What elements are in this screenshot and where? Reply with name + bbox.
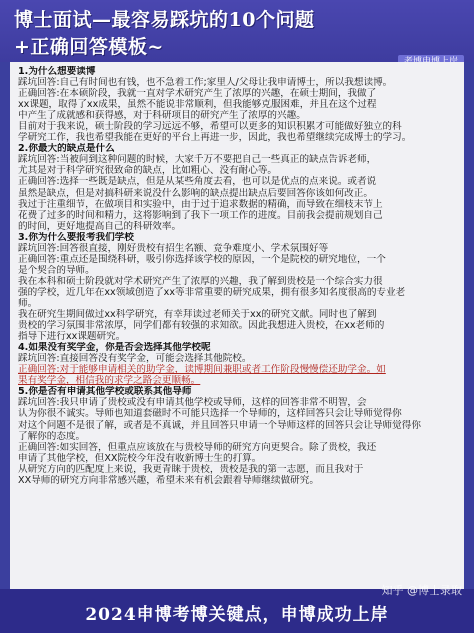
text-line: 正确回答:如实回答，但重点应该放在与贵校导师的研究方向更契合。除了贵校，我还: [18, 441, 377, 453]
question-heading: 5.你是否有申请其他学校或联系其他导师: [18, 386, 192, 398]
text-line: 踩坑回答:自己有时间也有钱，也不急着工作;家里人/父母让我申请博士，所以我想读博。: [18, 77, 393, 89]
text-line: 的时间，更好地提高自己的科研效率。: [18, 220, 182, 232]
page-title-line-2: +正确回答模板~: [14, 36, 164, 58]
text-line: 指导下进行xx课题研究。: [18, 331, 126, 343]
text-line: 贵校的学习氛围非常浓厚，同学们都有较强的求知欲。因此我想进入贵校，在xx老师的: [18, 320, 385, 332]
text-line: 正确回答:选择一些既是缺点，但是从某些角度去看，也可以是优点的点来说。或者说: [18, 176, 377, 188]
text-line: 师。: [18, 297, 38, 309]
text-line: 踩坑回答:我只申请了贵校或没有申请其他学校或导师，这样的回答非常不明智，会: [18, 397, 367, 409]
highlight-line: 正确回答:对于能够申请相关的助学金，读博期间兼职或者工作阶段慢慢偿还助学金。如: [18, 364, 386, 376]
question-heading: 3.你为什么要报考我们学校: [18, 231, 134, 243]
text-line: 从研究方向的匹配度上来说，我更青睐于贵校，贵校是我的第一志愿，而且我对于: [18, 463, 364, 475]
text-line: 对这个问题不是很了解，或者是不真诚，并且回答只申请一个导师这样的回答只会让导师觉得你: [18, 419, 421, 431]
footer-slogan: 2024申博考博关键点，申博成功上岸: [85, 605, 389, 625]
text-line: 中产生了成就感和获得感，对于科研项目的研究产生了浓厚的兴趣。: [18, 110, 306, 122]
text-line: 正确回答:重点还是围绕科研，吸引你选择该学校的原因，一个是院校的研究地位，一个: [18, 253, 386, 265]
text-line: 踩坑回答:当被问到这种问题的时候，大家千万不要把自己一些真正的缺点告诉老师，: [18, 154, 377, 166]
text-line: 是个契合的导师。: [18, 264, 95, 276]
text-line: 踩坑回答:直接回答没有奖学金，可能会选择其他院校。: [18, 353, 252, 365]
text-line: 花费了过多的时间和精力，这将影响到了我下一项工作的进度。目前我会提前规划自己: [18, 209, 383, 221]
text-line: 我过于注重细节，在做项目和实验中，由于过于追求数据的精确，而导致在细枝末节上: [18, 198, 383, 210]
highlight-line: 果有奖学金，相信我的求学之路会更顺畅。: [18, 375, 201, 387]
question-heading: 2.你最大的缺点是什么: [18, 143, 115, 155]
text-line: XX导师的研究方向非常感兴趣，希望未来有机会跟着导师继续做研究。: [18, 474, 319, 486]
text-line: 我在研究生期间做过xx科学研究，有幸拜读过老师关于xx的研究文献。同时也了解到: [18, 309, 377, 321]
watermark: [382, 582, 463, 598]
text-line: 虽然是缺点，但是对搞科研来说没什么影响的缺点提出缺点后要回答你该如何改正。: [18, 187, 373, 199]
question-heading: 1.为什么想要读博: [18, 66, 96, 77]
text-line: 踩坑回答:回答很直接，刚好贵校有招生名额、竞争难度小、学术氛围好等: [18, 242, 329, 254]
text-line: 目前对于我来说，硕士阶段的学习远远不够，希望可以更多的知识积累才可能做好独立的科: [18, 121, 402, 133]
text-line: 申请了其他学校，但XX院校今年没有收新博士生的打算。: [18, 452, 262, 464]
text-line: 学研究工作，我也希望我能在更好的平台上再进一步，因此，我也希望继续完成博士的学习。: [18, 132, 412, 144]
text-line: 尤其是对于科学研究很致命的缺点，比如粗心、没有耐心等。: [18, 165, 278, 177]
question-heading: 4.如果没有奖学金，你是否会选择其他学校呢: [18, 342, 211, 354]
text-line: 认为你很不诚实。导师也知道套磁时不可能只选择一个导师的，这样回答只会让导师觉得你: [18, 408, 402, 420]
watermark-text: 知乎 @博士录取: [381, 584, 462, 597]
page-title-line-1: 博士面试—最容易踩坑的10个问题: [14, 9, 315, 31]
text-line: 我在本科和硕士阶段就对学术研究产生了浓厚的兴趣，我了解到贵校是一个综合实力很: [18, 275, 383, 287]
text-line: 强的学校，近几年在xx领域创造了xx等非常重要的研究成果，拥有很多知名度很高的专业老: [18, 286, 406, 298]
content-card: [10, 62, 464, 589]
text-line: xx课题，取得了xx成果，虽然不能说非常顺利，但我能够克服困难，并且在这个过程: [18, 99, 377, 111]
text-line: 了解你的态度。: [18, 430, 86, 442]
header-banner: [0, 0, 474, 62]
text-line: 正确回答:在本硕阶段，我就一直对学术研究产生了浓厚的兴趣，在硕士期间，我做了: [18, 88, 377, 100]
